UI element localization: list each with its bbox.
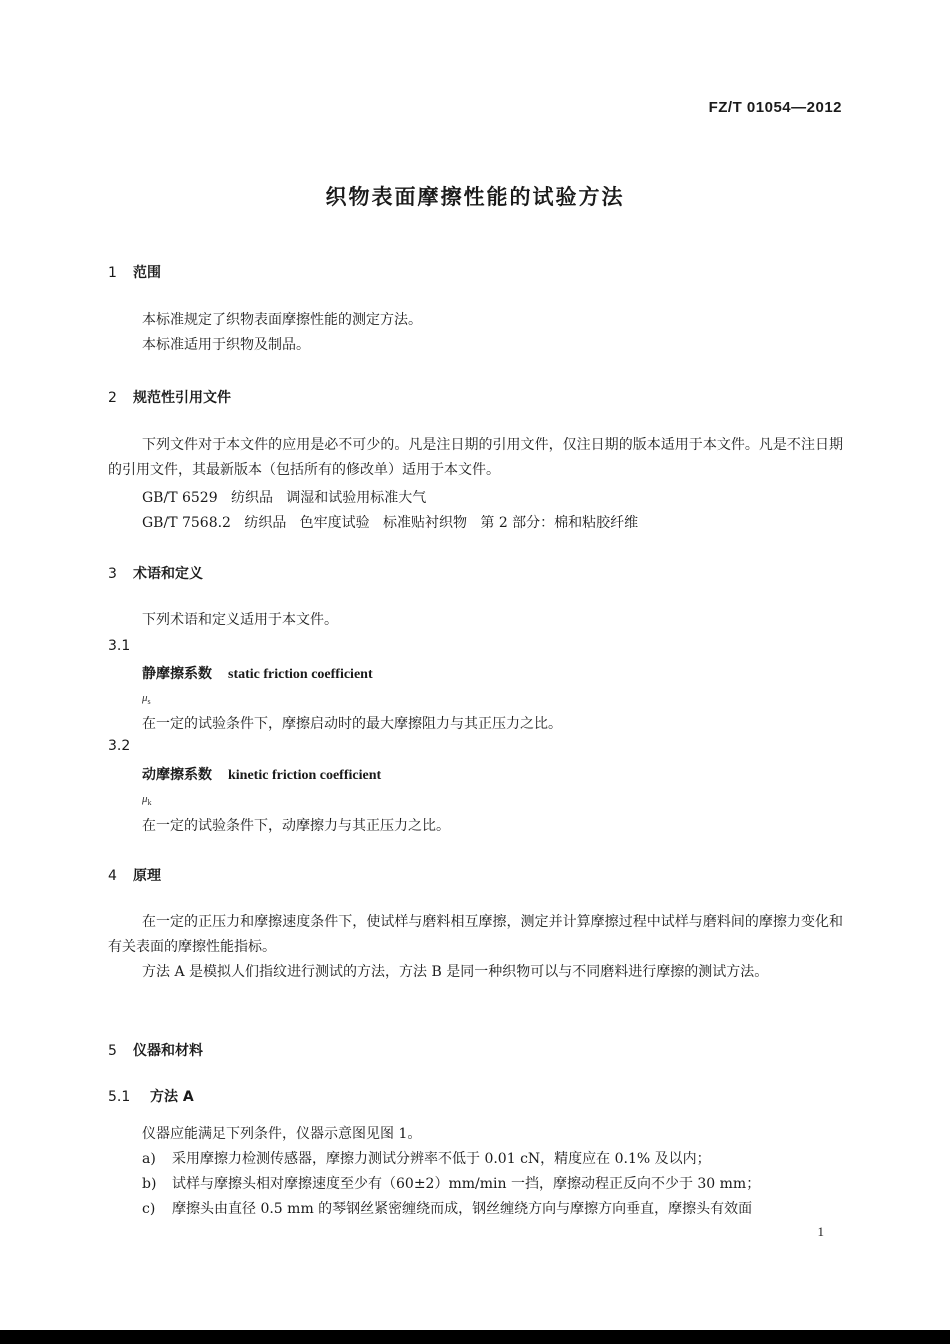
paragraph: 下列术语和定义适用于本文件。: [142, 612, 338, 628]
term-symbol: $\mu_s$: [142, 692, 151, 707]
subsection-title: 方法 A: [150, 1089, 194, 1105]
term-entry: [142, 663, 373, 683]
section-title: 规范性引用文件: [133, 390, 231, 406]
term-number: 3.1: [108, 638, 131, 654]
standard-code: FZ/T 01054—2012: [708, 99, 842, 116]
section-title: 范围: [133, 265, 161, 281]
page-number: 1: [817, 1224, 824, 1239]
list-label: c): [142, 1201, 156, 1217]
list-label: a): [142, 1151, 156, 1167]
list-text: 采用摩擦力检测传感器，摩擦力测试分辨率不低于 0.01 cN，精度应在 0.1% 及以内；: [172, 1151, 711, 1167]
list-text: 摩擦头由直径 0.5 mm 的琴钢丝紧密缠绕而成，钢丝缠绕方向与摩擦方向垂直，摩擦头有效面: [172, 1201, 753, 1217]
term-definition: 在一定的试验条件下，动摩擦力与其正压力之比。: [142, 818, 450, 834]
term-zh: 静摩擦系数: [142, 666, 212, 682]
subsection-5-1-heading: [108, 1086, 194, 1106]
normative-reference: GB/T 6529 纺织品 调湿和试验用标准大气: [142, 490, 427, 506]
section-number: 2: [108, 390, 117, 406]
term-definition: 在一定的试验条件下，摩擦启动时的最大摩擦阻力与其正压力之比。: [142, 716, 562, 732]
section-5-heading: [108, 1040, 203, 1060]
term-en: kinetic friction coefficient: [228, 768, 382, 783]
list-label: b): [142, 1176, 157, 1192]
normative-reference: GB/T 7568.2 纺织品 色牢度试验 标准贴衬织物 第 2 部分：棉和粘胶纤维: [142, 515, 639, 531]
section-title: 术语和定义: [133, 566, 203, 582]
section-3-heading: [108, 563, 203, 583]
section-number: 5: [108, 1043, 117, 1059]
section-number: 1: [108, 265, 117, 281]
list-text: 试样与摩擦头相对摩擦速度至少有（60±2）mm/min 一挡，摩擦动程正反向不少于 30 mm；: [172, 1176, 761, 1192]
term-number: 3.2: [108, 738, 131, 754]
subsection-number: 5.1: [108, 1089, 131, 1105]
paragraph: 本标准适用于织物及制品。: [142, 337, 310, 353]
paragraph: 方法 A 是模拟人们指纹进行测试的方法，方法 B 是同一种织物可以与不同磨料进行摩擦的测试方法。: [142, 964, 769, 980]
paragraph: 仪器应能满足下列条件，仪器示意图见图 1。: [142, 1126, 422, 1142]
paragraph: 下列文件对于本文件的应用是必不可少的。凡是注日期的引用文件，仅注日期的版本适用于本文件。凡是不注日期的引用文件，其最新版本（包括所有的修改单）适用于本文件。: [108, 437, 843, 478]
list-item: [142, 1148, 711, 1168]
term-zh: 动摩擦系数: [142, 767, 212, 783]
section-title: 原理: [133, 868, 161, 884]
section-4-heading: [108, 865, 161, 885]
term-symbol: $\mu_k$: [142, 793, 152, 808]
document-title: 织物表面摩擦性能的试验方法: [325, 185, 625, 209]
list-item: [142, 1173, 760, 1193]
section-number: 3: [108, 566, 117, 582]
term-en: static friction coefficient: [228, 667, 373, 682]
section-1-heading: [108, 262, 161, 282]
section-title: 仪器和材料: [133, 1043, 203, 1059]
list-item: [142, 1198, 752, 1218]
section-number: 4: [108, 868, 117, 884]
section-2-heading: [108, 387, 231, 407]
paragraph: 在一定的正压力和摩擦速度条件下，使试样与磨料相互摩擦，测定并计算摩擦过程中试样与磨料间的摩擦力变化和有关表面的摩擦性能指标。: [108, 914, 843, 955]
bottom-border: [0, 1330, 950, 1344]
paragraph: 本标准规定了织物表面摩擦性能的测定方法。: [142, 312, 422, 328]
term-entry: [142, 764, 381, 784]
